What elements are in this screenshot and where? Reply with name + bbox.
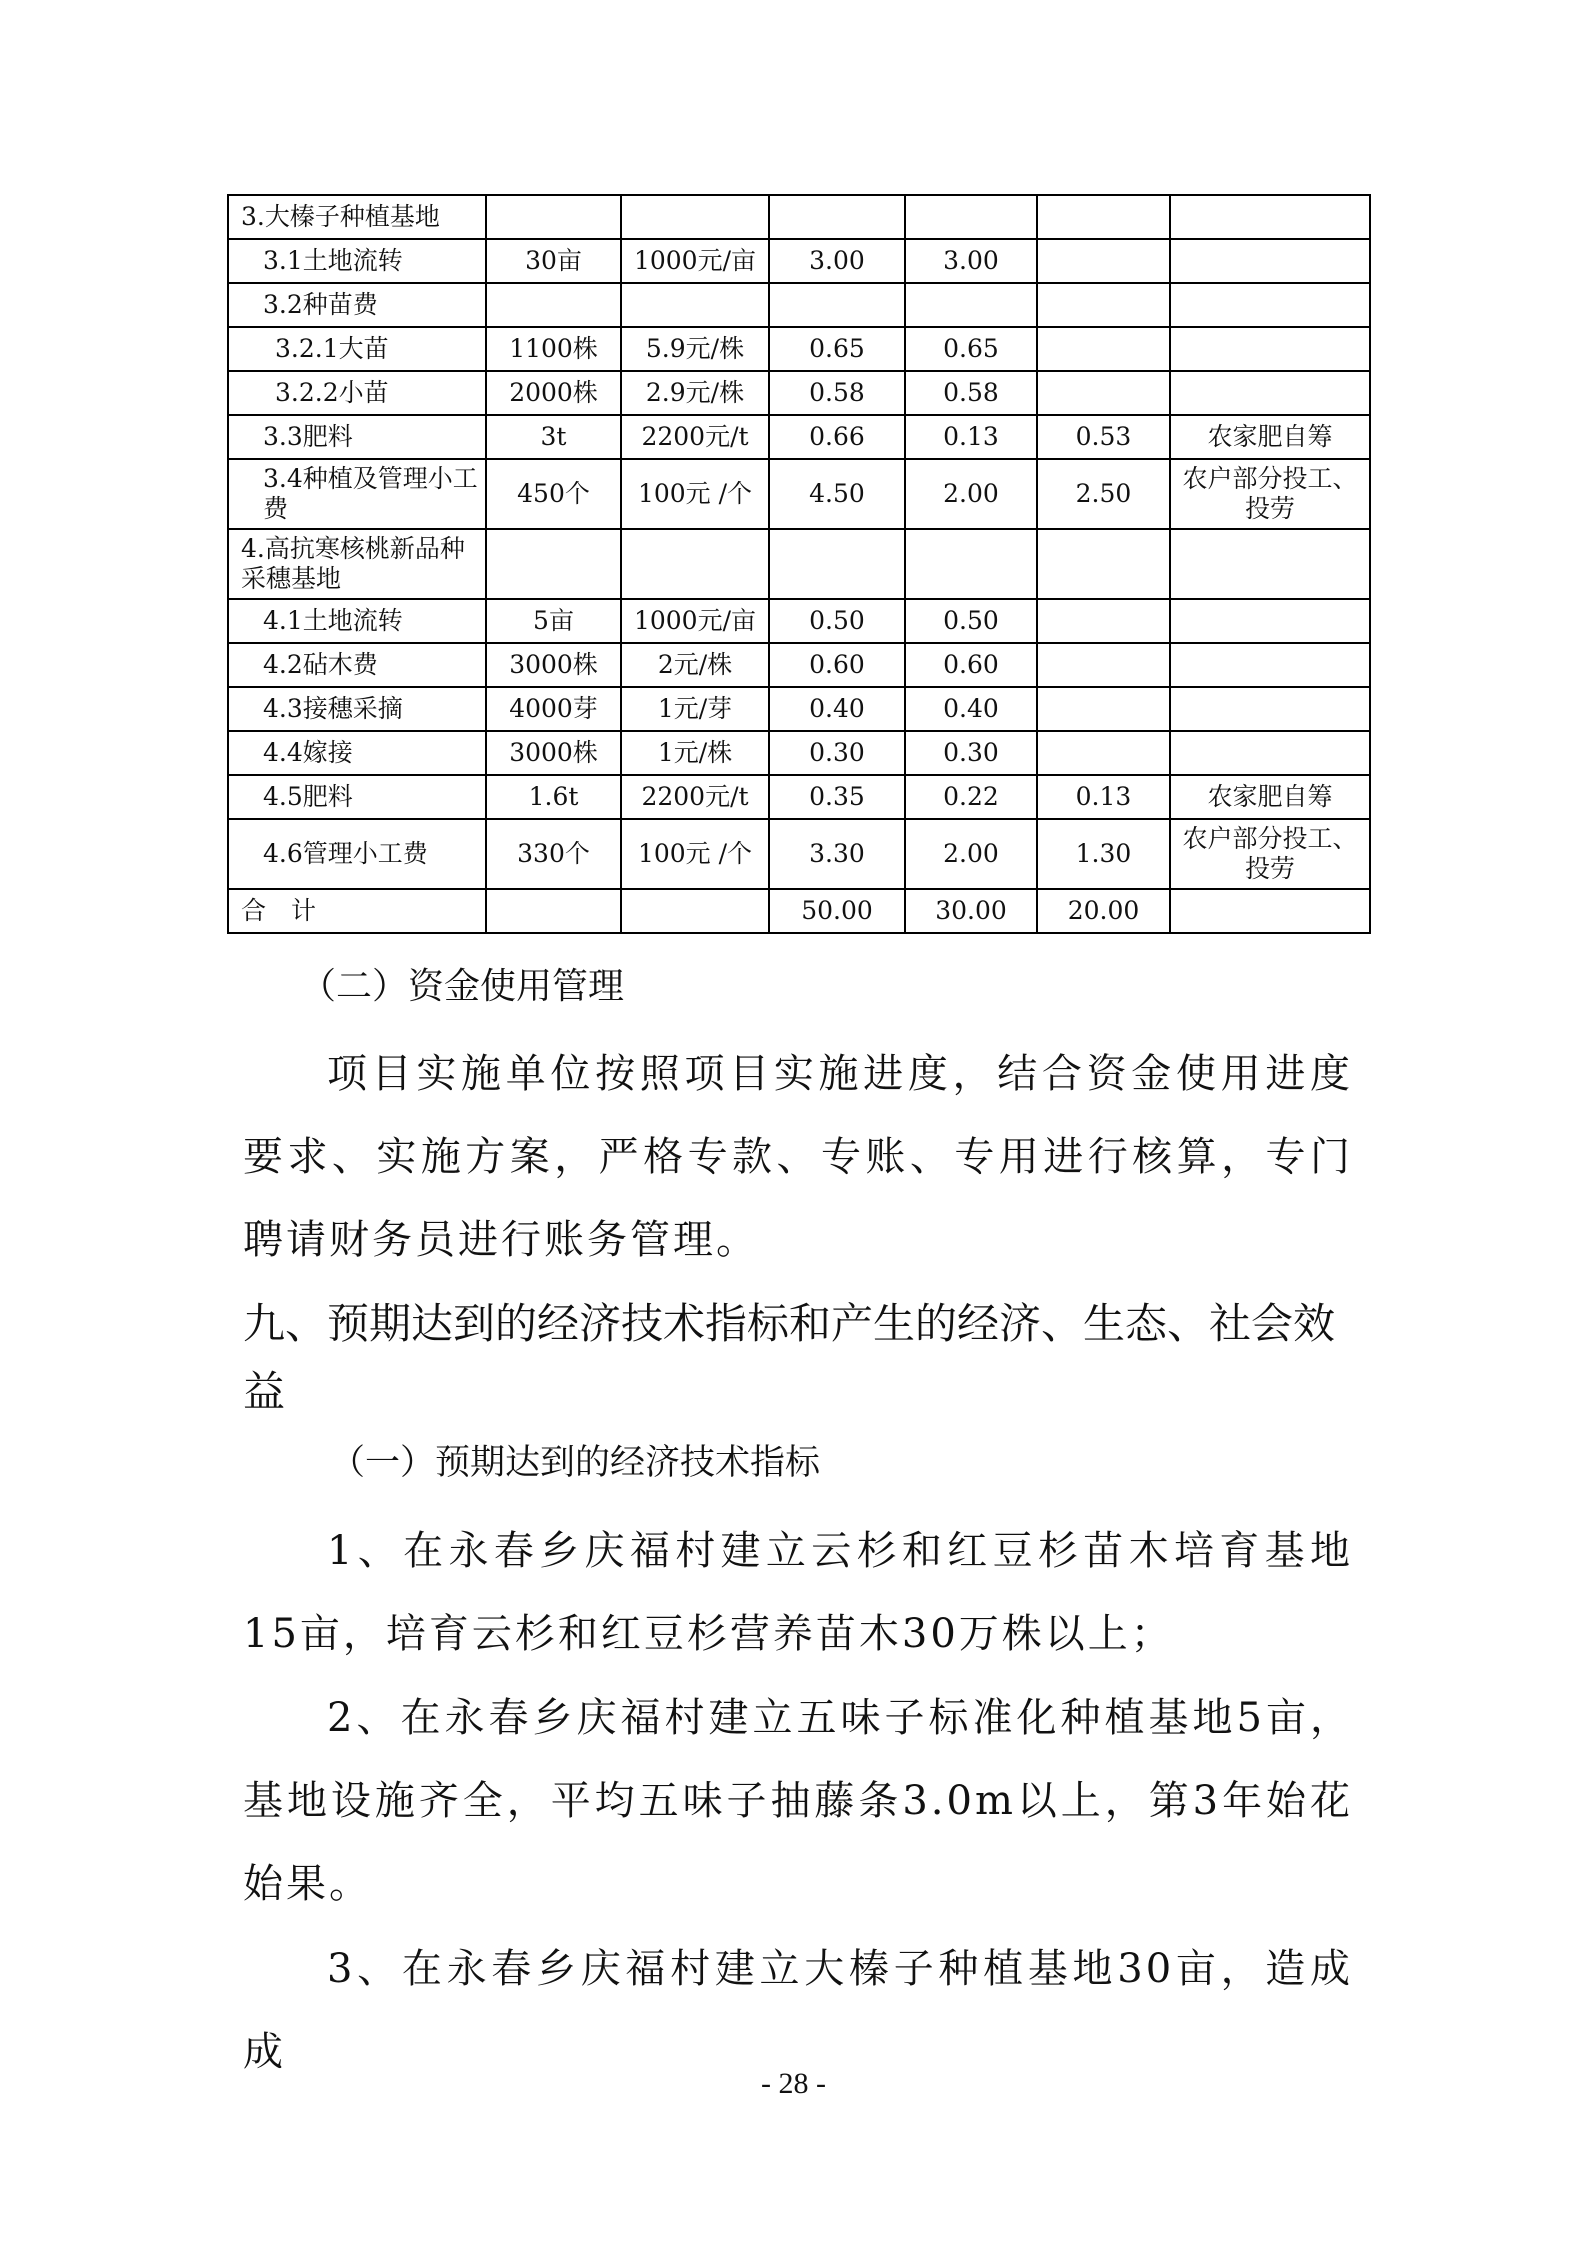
cell-self: 20.00 <box>1037 889 1170 933</box>
cell-qty: 1100株 <box>486 327 621 371</box>
budget-table-body <box>228 195 1370 933</box>
cell-name: 合 计 <box>228 889 486 933</box>
cell-price: 1元/株 <box>621 731 769 775</box>
cell-qty: 3000株 <box>486 643 621 687</box>
cell-qty <box>486 529 621 599</box>
cell-sub: 0.40 <box>905 687 1037 731</box>
cell-note <box>1170 731 1370 775</box>
table-row <box>228 195 1370 239</box>
fund-management-paragraph: 项目实施单位按照项目实施进度，结合资金使用进度要求、实施方案，严格专款、专账、专用进行核算，专门聘请财务员进行账务管理。 <box>243 1051 1353 1263</box>
cell-sub <box>905 529 1037 599</box>
cell-name: 4.1土地流转 <box>228 599 486 643</box>
table-row <box>228 643 1370 687</box>
cell-total: 4.50 <box>769 459 905 529</box>
cell-name: 4.6管理小工费 <box>228 819 486 889</box>
cell-note <box>1170 283 1370 327</box>
cell-sub: 2.00 <box>905 459 1037 529</box>
cell-name: 4.高抗寒核桃新品种采穗基地 <box>228 529 486 599</box>
cell-name: 3.2种苗费 <box>228 283 486 327</box>
cell-self <box>1037 195 1170 239</box>
cell-total: 0.66 <box>769 415 905 459</box>
cell-price <box>621 889 769 933</box>
cell-price: 2元/株 <box>621 643 769 687</box>
cell-total: 0.30 <box>769 731 905 775</box>
table-row <box>228 529 1370 599</box>
cell-price: 1000元/亩 <box>621 599 769 643</box>
cell-qty: 5亩 <box>486 599 621 643</box>
cell-sub: 0.50 <box>905 599 1037 643</box>
cell-total <box>769 283 905 327</box>
cell-sub: 3.00 <box>905 239 1037 283</box>
cell-qty: 30亩 <box>486 239 621 283</box>
cell-total: 0.65 <box>769 327 905 371</box>
cell-sub: 0.65 <box>905 327 1037 371</box>
cell-price: 100元 /个 <box>621 819 769 889</box>
cell-sub: 0.30 <box>905 731 1037 775</box>
cell-note <box>1170 239 1370 283</box>
cell-name: 3.4种植及管理小工费 <box>228 459 486 529</box>
page-number: - 28 - <box>761 2067 826 2100</box>
cell-self: 1.30 <box>1037 819 1170 889</box>
cell-self <box>1037 283 1170 327</box>
cell-self <box>1037 687 1170 731</box>
cell-total: 0.35 <box>769 775 905 819</box>
table-row <box>228 687 1370 731</box>
cell-total: 0.58 <box>769 371 905 415</box>
table-row <box>228 599 1370 643</box>
cell-qty <box>486 889 621 933</box>
cell-sub <box>905 283 1037 327</box>
table-row <box>228 731 1370 775</box>
cell-name: 4.5肥料 <box>228 775 486 819</box>
cell-note: 农户部分投工、投劳 <box>1170 459 1370 529</box>
cell-qty: 3000株 <box>486 731 621 775</box>
cell-price: 2200元/t <box>621 415 769 459</box>
cell-sub: 0.60 <box>905 643 1037 687</box>
cell-qty: 3t <box>486 415 621 459</box>
cell-note: 农家肥自筹 <box>1170 415 1370 459</box>
cell-name: 3.2.2小苗 <box>228 371 486 415</box>
budget-table <box>227 194 1371 934</box>
cell-total: 50.00 <box>769 889 905 933</box>
cell-sub <box>905 195 1037 239</box>
cell-note <box>1170 529 1370 599</box>
cell-total: 3.00 <box>769 239 905 283</box>
indicator-item-2: 2、在永春乡庆福村建立五味子标准化种植基地5亩，基地设施齐全，平均五味子抽藤条3.0m以上，第3年始花始果。 <box>243 1695 1353 1907</box>
cell-price: 5.9元/株 <box>621 327 769 371</box>
cell-price <box>621 195 769 239</box>
cell-total: 3.30 <box>769 819 905 889</box>
cell-name: 3.大榛子种植基地 <box>228 195 486 239</box>
cell-total: 0.40 <box>769 687 905 731</box>
cell-self <box>1037 599 1170 643</box>
table-row <box>228 371 1370 415</box>
cell-sub: 0.22 <box>905 775 1037 819</box>
cell-sub: 2.00 <box>905 819 1037 889</box>
cell-total: 0.60 <box>769 643 905 687</box>
cell-total <box>769 529 905 599</box>
cell-name: 4.4嫁接 <box>228 731 486 775</box>
cell-price <box>621 283 769 327</box>
indicator-item-3: 3、在永春乡庆福村建立大榛子种植基地30亩，造成成 <box>243 1946 1353 2075</box>
cell-qty: 4000芽 <box>486 687 621 731</box>
cell-self: 0.13 <box>1037 775 1170 819</box>
cell-sub: 0.13 <box>905 415 1037 459</box>
cell-sub: 30.00 <box>905 889 1037 933</box>
table-row <box>228 327 1370 371</box>
cell-qty <box>486 195 621 239</box>
fund-management-heading: （二）资金使用管理 <box>300 966 625 1007</box>
cell-total <box>769 195 905 239</box>
cell-qty: 1.6t <box>486 775 621 819</box>
cell-self <box>1037 371 1170 415</box>
table-row <box>228 459 1370 529</box>
cell-name: 3.1土地流转 <box>228 239 486 283</box>
cell-qty: 2000株 <box>486 371 621 415</box>
cell-price: 2.9元/株 <box>621 371 769 415</box>
cell-note <box>1170 327 1370 371</box>
indicator-item-1: 1、在永春乡庆福村建立云杉和红豆杉苗木培育基地15亩，培育云杉和红豆杉营养苗木30万株以上； <box>243 1528 1353 1657</box>
table-row <box>228 775 1370 819</box>
cell-sub: 0.58 <box>905 371 1037 415</box>
cell-qty: 450个 <box>486 459 621 529</box>
cell-name: 4.3接穗采摘 <box>228 687 486 731</box>
cell-note: 农户部分投工、投劳 <box>1170 819 1370 889</box>
table-row <box>228 415 1370 459</box>
cell-price: 2200元/t <box>621 775 769 819</box>
cell-self <box>1037 239 1170 283</box>
cell-note <box>1170 371 1370 415</box>
cell-note <box>1170 889 1370 933</box>
cell-self: 2.50 <box>1037 459 1170 529</box>
cell-self <box>1037 529 1170 599</box>
cell-name: 4.2砧木费 <box>228 643 486 687</box>
table-row <box>228 283 1370 327</box>
cell-price: 1000元/亩 <box>621 239 769 283</box>
cell-name: 3.3肥料 <box>228 415 486 459</box>
cell-self <box>1037 327 1170 371</box>
cell-name: 3.2.1大苗 <box>228 327 486 371</box>
cell-note <box>1170 687 1370 731</box>
cell-price: 1元/芽 <box>621 687 769 731</box>
cell-note <box>1170 599 1370 643</box>
indicators-subheading: （一）预期达到的经济技术指标 <box>330 1443 821 1483</box>
cell-self: 0.53 <box>1037 415 1170 459</box>
cell-qty <box>486 283 621 327</box>
table-row <box>228 889 1370 933</box>
cell-note <box>1170 643 1370 687</box>
cell-self <box>1037 731 1170 775</box>
cell-self <box>1037 643 1170 687</box>
cell-total: 0.50 <box>769 599 905 643</box>
cell-note <box>1170 195 1370 239</box>
cell-price: 100元 /个 <box>621 459 769 529</box>
cell-qty: 330个 <box>486 819 621 889</box>
cell-note: 农家肥自筹 <box>1170 775 1370 819</box>
cell-price <box>621 529 769 599</box>
chapter-9-heading: 九、预期达到的经济技术指标和产生的经济、生态、社会效益 <box>243 1299 1336 1416</box>
table-row <box>228 239 1370 283</box>
table-row <box>228 819 1370 889</box>
